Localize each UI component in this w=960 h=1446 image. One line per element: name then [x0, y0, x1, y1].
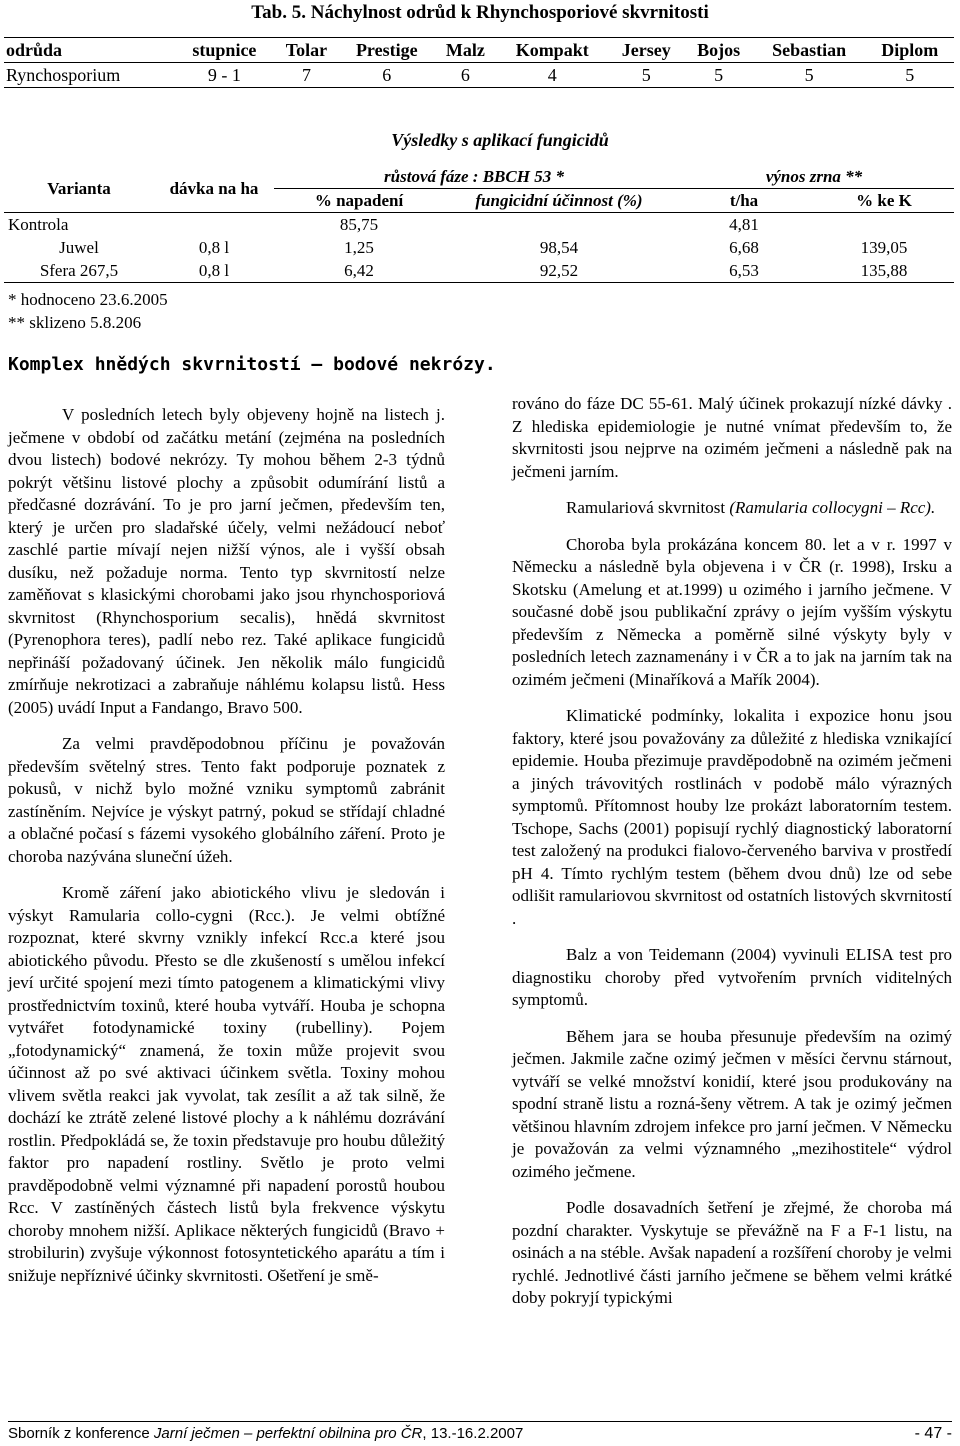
- table-note: * hodnoceno 23.6.2005: [8, 290, 168, 309]
- table-cell: 6,42: [344, 260, 374, 280]
- paragraph: Podle dosavadních šetření je zřejmé, že choroba má pozdní charakter. Vyskytuje se převážně na F a F-1 listu, na osinách a na stéble. Avšak napadení a rozšíření choroby je velmi rychlé. Jednotlivé části jarního ječmene se během velmi krátké doby pokryjí typickými: [512, 1198, 952, 1307]
- table-note: ** sklizeno 5.8.206: [8, 313, 142, 332]
- paragraph: Choroba byla prokázána koncem 80. let a v r. 1997 v Německu a následně byla objevena i v ČR (r. 1998), Irsku a Skotsku (Amelung et at.1999) u ozimého i jarního ječmene. V současné době jsou publikační zprávy o jejím vyšším výskytu především z Německa a poměrně silné výskyty byly v posledních letech zaznamenány i v ČR a to jak na jarním tak na ozimém ječmeni (Minaříková a Mařík 2004).: [512, 534, 952, 689]
- header-cell: Kompakt: [496, 38, 607, 63]
- paragraph: V posledních letech byly objeveny hojně na listech j. ječmene v období od začátku metání (zejména na posledních dvou listech) bodové nekrózy. Ty mohou během 2-3 týdnů pokrýt většinu listové plochy a způsobit odumírání listů a předčasné dozrávání. To je pro jarní ječmen, především ten, který je určen pro sladařské účely, velmi nežádoucí neboť zaschlé partie mívají nejen nižší výnos, ale i vyšší obsah dusíku, než požaduje norma. Tento typ skvrnitostí nelze zaměňovat s klasickými chorobami jako jsou rhynchosporiová skvrnitost (Rhynchosporium secalis), hnědá skvrnitost (Pyrenophora teres), padlí nebo rez. Také aplikace fungicidů nepřináší požadovaný účinek. Jen několik málo fungicidů zmírňuje nekrotizaci a zabraňuje náhlému kolapsu listů. Hess (2005) uvádí Input a Fandango, Bravo 500.: [8, 405, 445, 717]
- footer-divider: [8, 1421, 952, 1422]
- paragraph-text: (Ramularia collocygni – Rcc).: [725, 498, 936, 517]
- table-cell: 9 - 1: [175, 63, 273, 88]
- paragraph: rováno do fáze DC 55-61. Malý účinek prokazují nízké dávky . Z hlediska epidemiologie je nutné vnímat především to, že skvrnitosti jsou nejprve na ozimém ječmeni a následně pak na ječmeni jarním.: [512, 394, 952, 481]
- paragraph: [512, 497, 952, 520]
- header-davka: dávka na ha: [169, 178, 259, 198]
- table-cell: 4,81: [729, 214, 759, 234]
- left-column: [8, 404, 445, 1287]
- table-row: [4, 63, 954, 88]
- table-cell: [444, 213, 674, 237]
- header-cell: odrůda: [4, 38, 175, 63]
- table-cell: Rynchosporium: [4, 63, 175, 88]
- header-ucinnost: fungicidní účinnost (%): [444, 189, 674, 213]
- table-cell: 1,25: [344, 237, 374, 257]
- header-cell: Bojos: [685, 38, 753, 63]
- paragraph-heading: Ramulariová skvrnitost: [566, 498, 726, 517]
- table-cell: 5: [866, 63, 954, 88]
- table-cell: [154, 213, 274, 237]
- table-cell: [814, 213, 954, 237]
- table-title: Tab. 5. Náchylnost odrůd k Rhynchosporiové skvrnitosti: [251, 2, 709, 23]
- header-cell: Diplom: [866, 38, 954, 63]
- table-cell: 98,54: [539, 237, 579, 257]
- header-cell: Malz: [434, 38, 496, 63]
- table-cell: 135,88: [860, 260, 908, 280]
- table-cell: 4: [496, 63, 607, 88]
- table-cell: 0,8 l: [198, 260, 230, 280]
- header-growth-stage: růstová fáze : BBCH 53 *: [274, 165, 674, 189]
- header-tha: t/ha: [674, 189, 814, 213]
- header-cell: Tolar: [274, 38, 340, 63]
- paragraph: Klimatické podmínky, lokalita i expozice honu jsou faktory, které jsou považovány za důležité z hlediska vznikající epidemie. Houba přezimuje pravděpodobně na ozimém ječmeni a jiných trávovitých rostlinách v podobě málo výrazných symptomů. Přítomnost houby lze prokázt laboratorním testem. Tschope, Sachs (2001) popisují rychlý diagnostický laboratorní test založený na produkci fialovo-červeného barviva v prostředí pH 4. Tímto rychlým testem (během dvou dnů) lze od sebe odlišit ramulariovou skvrnitost od ostatních listových skvrnitostí .: [512, 706, 952, 928]
- header-ke-k: % ke K: [814, 189, 954, 213]
- table-cell: 0,8 l: [198, 237, 230, 257]
- table-cell: 6,53: [729, 260, 759, 280]
- fungicide-table: [4, 165, 954, 283]
- header-cell: Sebastian: [753, 38, 866, 63]
- table-row: [4, 213, 954, 237]
- page-number: - 47 -: [914, 1425, 952, 1442]
- footer-prefix: Sborník z konference: [8, 1425, 154, 1442]
- paragraph: Za velmi pravděpodobnou příčinu je považován především světelný stres. Tento fakt podporuje poznatek z pokusů, v nichž bylo možné vzniku symptomů zabránit zastíněním. Nejvíce je výskyt patrný, pokud se střídají chladné a oblačné počasí s fázemi vysokého globálního záření. Proto je choroba nazývána sluneční úžeh.: [8, 734, 445, 866]
- table-cell: 92,52: [539, 260, 579, 280]
- table-row: [4, 259, 954, 283]
- table-cell: 85,75: [339, 214, 379, 234]
- right-column: [512, 393, 952, 1310]
- table-cell: 5: [608, 63, 685, 88]
- table-cell: Sfera 267,5: [39, 260, 119, 280]
- table-cell: 139,05: [860, 237, 908, 257]
- table-cell: 6: [339, 63, 434, 88]
- table-cell: 6,68: [729, 237, 759, 257]
- table-cell: 5: [753, 63, 866, 88]
- table-row: [4, 236, 954, 259]
- paragraph: Balz a von Teidemann (2004) vyvinuli ELISA test pro diagnostiku choroby před vytvořením prvních viditelných symptomů.: [512, 945, 952, 1009]
- header-yield: výnos zrna **: [674, 165, 954, 189]
- susceptibility-table: [4, 37, 954, 88]
- section-heading: Komplex hnědých skvrnitostí – bodové nekrózy.: [8, 354, 496, 375]
- table-cell: Kontrola: [8, 214, 69, 234]
- footer-date: , 13.-16.2.2007: [422, 1425, 524, 1442]
- table-cell: 6: [434, 63, 496, 88]
- header-varianta: Varianta: [47, 178, 111, 198]
- header-cell: stupnice: [175, 38, 273, 63]
- paragraph: Během jara se houba přesunuje především na ozimý ječmen. Jakmile začne ozimý ječmen v měsíci červnu stárnout, vytváří se velké množství konidií, které jsou produkovány na spodní straně listu a rozná-šeny větrem. A tak je ozimý ječmen většinou hlavním zdrojem infekce pro jarní ječmen. V Německu je považován za velmi významného „mezihostitele“ výdrol ozimého ječmene.: [512, 1026, 952, 1181]
- table-cell: 5: [685, 63, 753, 88]
- fungicide-table-title: Výsledky s aplikací fungicidů: [391, 130, 609, 150]
- paragraph: Kromě záření jako abiotického vlivu je sledován i výskyt Ramularia collo-cygni (Rcc.). Je velmi obtížné rozpoznat, které skvrny vznikly infekcí Rcc.a které jsou abiotického původu. Přesto se dle zkušeností s umělou infekcí jeví určité spojení mezi tímto patogenem a klimatickými vlivy prostřednictvím toxinů, které houba vytváří. Houba je schopna vytvářet fotodynamické toxiny (rubelliny). Pojem „fotodynamický“ znamená, že toxin může projevit svou účinnost až po své aktivaci účinkem světla. Toxiny mohou vlivem světla reakci jak vyvolat, tak zesílit a až tak silně, že dochází ke ztrátě zelené listové plochy a k náhlému dozrávání rostlin. Předpokládá se, že toxin představuje pro houbu důležitý faktor pro napadení rostliny. Světlo je proto velmi pravděpodobně velmi významné při napadení porostů houbou Rcc. V zastíněných částech listů byla frekvence výskytu choroby mnohem nižší. Aplikace některých fungicidů (Bravo + strobilurin) zvyšuje výkonnost fotosyntetického aparátu a tím i snižuje nepříznivé účinky skvrnitosti. Ošetření je smě-: [8, 883, 445, 1285]
- table-cell: 7: [274, 63, 340, 88]
- footer-conference-title: Jarní ječmen – perfektní obilnina pro ČR: [153, 1425, 423, 1442]
- header-napadeni: % napadení: [274, 189, 444, 213]
- header-cell: Jersey: [608, 38, 685, 63]
- header-cell: Prestige: [339, 38, 434, 63]
- table-cell: Juwel: [59, 237, 99, 257]
- footer: [8, 1425, 952, 1442]
